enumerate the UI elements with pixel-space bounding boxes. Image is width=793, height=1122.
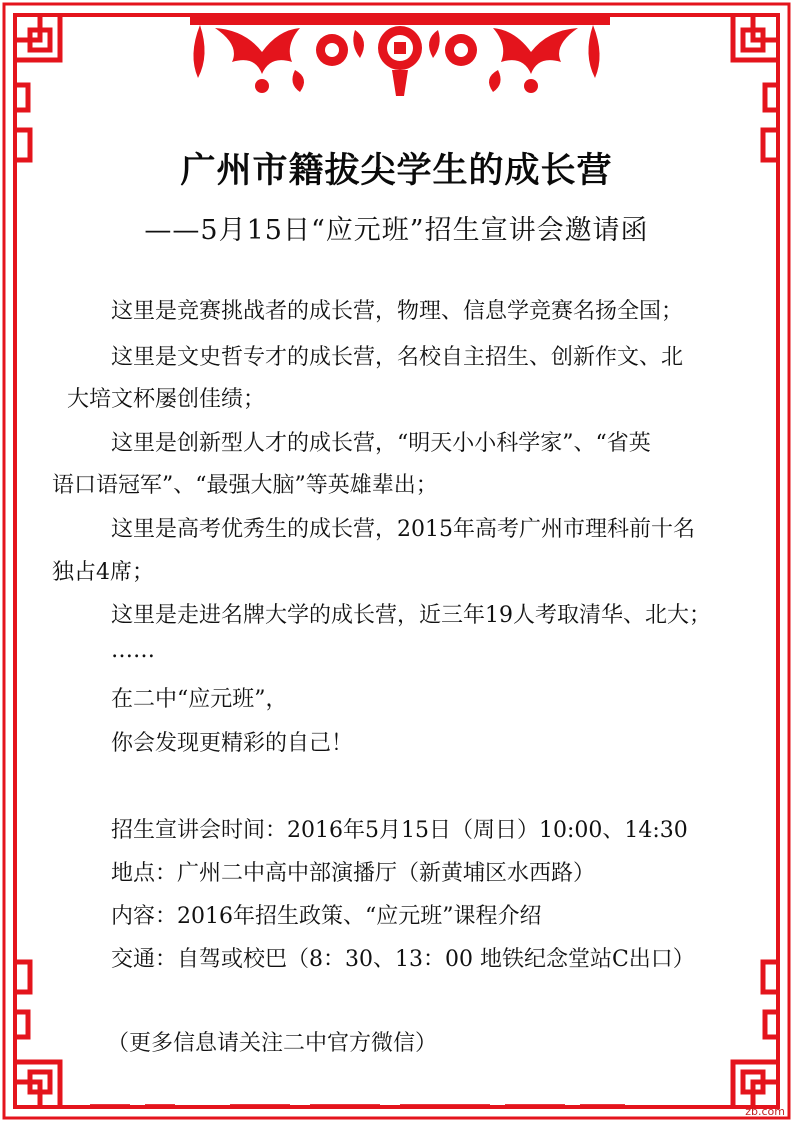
bottom-dotted-band	[90, 1104, 625, 1107]
watermark: zb.com	[745, 1105, 785, 1118]
paragraph-line: 在二中“应元班”，	[111, 687, 288, 712]
event-content: 内容：2016年招生政策、“应元班”课程介绍	[111, 904, 542, 929]
corner-ornament-bottom-left	[15, 962, 60, 1107]
paragraph-line: 这里是文史哲专才的成长营，名校自主招生、创新作文、北	[111, 345, 684, 370]
paragraph-line: 你会发现更精彩的自己！	[111, 731, 354, 756]
event-transport: 交通：自驾或校巴（8：30、13：00 地铁纪念堂站C出口）	[111, 947, 695, 972]
corner-ornament-top-left	[15, 15, 60, 160]
paragraph-line: 语口语冠军”、“最强大脑”等英雄辈出；	[52, 473, 438, 498]
paragraph-line: 这里是创新型人才的成长营，“明天小小科学家”、“省英	[111, 431, 651, 456]
papercut-top-ornament	[190, 15, 610, 96]
paragraph-line: 独占4席；	[52, 560, 154, 585]
event-time: 招生宣讲会时间：2016年5月15日（周日）10:00、14:30	[111, 818, 688, 843]
corner-ornament-bottom-right	[733, 962, 778, 1107]
paragraph-line: 大培文杯屡创佳绩；	[67, 387, 266, 412]
paragraph-line: 这里是高考优秀生的成长营，2015年高考广州市理科前十名	[111, 517, 695, 542]
paragraph-line: 这里是走进名牌大学的成长营，近三年19人考取清华、北大；	[111, 603, 711, 628]
paragraph-line: 这里是竞赛挑战者的成长营，物理、信息学竞赛名扬全国；	[111, 299, 684, 324]
ellipsis-line: ……	[111, 638, 155, 663]
page-subtitle: ——5月15日“应元班”招生宣讲会邀请函	[144, 215, 649, 246]
page-title: 广州市籍拔尖学生的成长营	[180, 151, 613, 191]
footer-note: （更多信息请关注二中官方微信）	[107, 1031, 438, 1056]
event-place: 地点：广州二中高中部演播厅（新黄埔区水西路）	[111, 861, 596, 886]
corner-ornament-top-right	[733, 15, 778, 160]
